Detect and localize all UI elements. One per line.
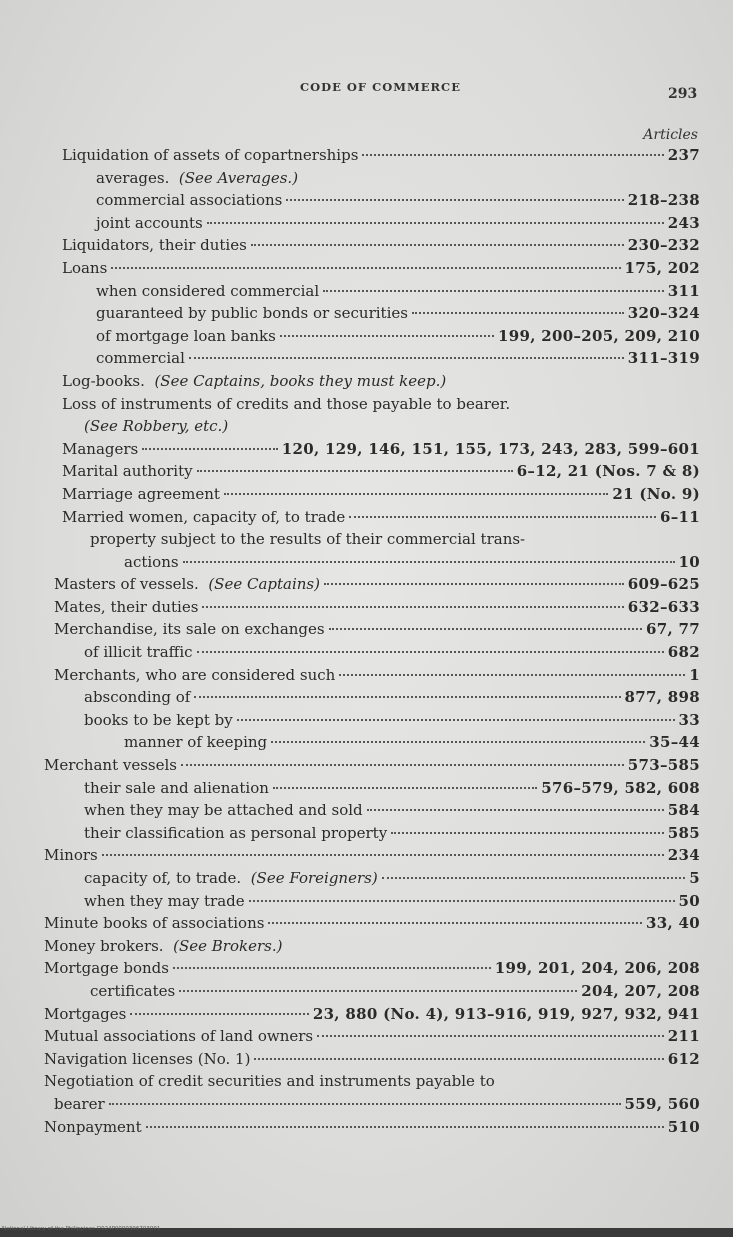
- running-title: CODE OF COMMERCE: [300, 80, 461, 94]
- entry-term: Loans: [62, 258, 108, 277]
- entry-term: Nonpayment: [44, 1117, 142, 1136]
- dot-leader: [197, 470, 513, 472]
- entry-see-reference: (See Brokers.): [173, 936, 283, 955]
- index-entry: [44, 393, 700, 416]
- index-entry: [44, 709, 700, 732]
- dot-leader: [109, 1103, 621, 1105]
- entry-term: their sale and alienation: [84, 778, 269, 797]
- entry-term: commercial: [96, 349, 185, 368]
- entry-ref: 573–585: [627, 756, 700, 775]
- entry-term: Loss of instruments of credits and those payable to bearer.: [62, 394, 511, 413]
- entry-term: Minors: [44, 846, 98, 865]
- entry-ref: 230–232: [627, 236, 700, 255]
- index-entry: [44, 483, 700, 506]
- index-entry: [44, 641, 700, 664]
- entry-ref: 234: [667, 846, 700, 865]
- dot-leader: [286, 199, 623, 201]
- entry-ref: 311–319: [627, 349, 700, 368]
- dot-leader: [382, 877, 686, 879]
- dot-leader: [254, 1058, 663, 1060]
- index-entry: [44, 1025, 700, 1048]
- dot-leader: [142, 448, 277, 450]
- entry-term: Navigation licenses (No. 1): [44, 1049, 251, 1068]
- entry-ref: 33: [678, 710, 700, 729]
- entry-term: Merchant vessels: [44, 756, 177, 775]
- entry-ref: 50: [678, 891, 700, 910]
- index-entry: [44, 234, 700, 257]
- entry-term: Negotiation of credit securities and instruments payable to: [44, 1072, 495, 1091]
- dot-leader: [273, 787, 537, 789]
- dot-leader: [179, 990, 577, 992]
- index-entry: [44, 506, 700, 529]
- dot-leader: [362, 154, 663, 156]
- entry-term: Liquidators, their duties: [62, 236, 247, 255]
- entry-term: of illicit traffic: [84, 643, 193, 662]
- index-entry: [44, 573, 700, 596]
- index-entry: [44, 167, 700, 190]
- entry-term: bearer: [54, 1094, 105, 1113]
- index-entry: [44, 460, 700, 483]
- index-entry: [44, 935, 700, 958]
- entry-term: Money brokers.: [44, 936, 164, 955]
- entry-see-reference: (See Robbery, etc.): [84, 417, 229, 436]
- index-entry: [44, 257, 700, 280]
- entry-ref: 609–625: [627, 575, 700, 594]
- index-entry: [44, 731, 700, 754]
- index-entry: [44, 618, 700, 641]
- entry-term: Married women, capacity of, to trade: [62, 507, 346, 526]
- entry-ref: 10: [678, 552, 700, 571]
- index-entry: [44, 664, 700, 687]
- entry-ref: 5: [689, 869, 700, 887]
- index-entry: [44, 212, 700, 235]
- index-list: [44, 126, 700, 1138]
- entry-ref: 237: [667, 146, 700, 164]
- index-entry: [44, 822, 700, 845]
- index-entry: [44, 370, 700, 393]
- entry-ref: 612: [667, 1049, 700, 1068]
- entry-term: Merchants, who are considered such: [54, 665, 336, 684]
- entry-ref: 175, 202: [624, 258, 700, 277]
- entry-ref: 211: [667, 1027, 700, 1046]
- dot-leader: [183, 561, 675, 563]
- dot-leader: [317, 1035, 664, 1037]
- dot-leader: [249, 900, 675, 902]
- dot-leader: [329, 628, 642, 630]
- entry-see-reference: (See Captains, books they must keep.): [154, 371, 447, 390]
- entry-see-reference: (See Averages.): [178, 168, 299, 187]
- index-entry: [44, 280, 700, 303]
- entry-term: when they may trade: [84, 891, 245, 910]
- index-entry: [44, 890, 700, 913]
- dot-leader: [412, 312, 624, 314]
- dot-leader: [197, 651, 664, 653]
- entry-ref: 584: [667, 801, 700, 820]
- entry-term: Mortgages: [44, 1004, 127, 1023]
- index-entry: [44, 596, 700, 619]
- entry-ref: 6–12, 21 (Nos. 7 & 8): [516, 462, 700, 481]
- dot-leader: [268, 922, 642, 924]
- entry-see-reference: (See Captains): [208, 575, 320, 594]
- index-entry: [44, 844, 700, 867]
- entry-ref: 510: [667, 1117, 700, 1136]
- entry-ref: 877, 898: [624, 688, 700, 707]
- entry-ref: 23, 880 (No. 4), 913–916, 919, 927, 932, 941: [312, 1004, 700, 1023]
- entry-term: certificates: [90, 981, 176, 1000]
- entry-ref: 120, 129, 146, 151, 155, 173, 243, 283, 599–601: [281, 439, 700, 458]
- dot-leader: [102, 854, 664, 856]
- page-number: 293: [668, 86, 698, 102]
- dot-leader: [280, 335, 494, 337]
- entry-ref: 585: [667, 823, 700, 842]
- entry-ref: 311: [667, 281, 700, 300]
- entry-see-reference: (See Foreigners): [250, 869, 378, 887]
- entry-ref: 632–633: [627, 597, 700, 616]
- dot-leader: [349, 516, 656, 518]
- index-entry: [44, 1070, 700, 1093]
- entry-ref: 199, 200–205, 209, 210: [498, 326, 700, 345]
- dot-leader: [111, 267, 620, 269]
- scan-credit: National Library of the Philippines D024P0000396703091: [2, 1226, 161, 1232]
- entry-term: Mortgage bonds: [44, 959, 169, 978]
- dot-leader: [146, 1126, 664, 1128]
- index-entry: [44, 957, 700, 980]
- entry-term: Merchandise, its sale on exchanges: [54, 620, 325, 639]
- entry-ref: 576–579, 582, 608: [541, 778, 700, 797]
- index-entry: [44, 347, 700, 370]
- dot-leader: [323, 290, 664, 292]
- entry-ref: 204, 207, 208: [581, 981, 700, 1000]
- entry-term: guaranteed by public bonds or securities: [96, 304, 408, 323]
- entry-term: Mates, their duties: [54, 597, 199, 616]
- entry-term: joint accounts: [96, 213, 203, 232]
- index-entry: [44, 912, 700, 935]
- index-entry: [44, 144, 700, 167]
- entry-term: Marriage agreement: [62, 484, 220, 503]
- entry-ref: 6–11: [659, 507, 700, 526]
- index-entry: [44, 980, 700, 1003]
- dot-leader: [224, 493, 608, 495]
- entry-term: Liquidation of assets of copartnerships: [62, 146, 359, 164]
- dot-leader: [173, 967, 491, 969]
- index-entry: [44, 438, 700, 461]
- entry-term: their classification as personal property: [84, 823, 388, 842]
- entry-ref: 35–44: [649, 733, 700, 752]
- dot-leader: [367, 809, 664, 811]
- dot-leader: [339, 674, 685, 676]
- column-heading: Articles: [643, 127, 698, 143]
- index-entry: [44, 189, 700, 212]
- index-entry: [44, 415, 700, 438]
- entry-ref: 1: [689, 665, 700, 684]
- dot-leader: [194, 696, 620, 698]
- index-entry: [44, 1048, 700, 1071]
- index-entry: [44, 867, 700, 890]
- index-entry: [44, 1093, 700, 1116]
- entry-ref: 199, 201, 204, 206, 208: [494, 959, 700, 978]
- index-entry: [44, 799, 700, 822]
- entry-ref: 243: [667, 213, 700, 232]
- index-entry: [44, 777, 700, 800]
- entry-term: of mortgage loan banks: [96, 326, 276, 345]
- dot-leader: [271, 741, 645, 743]
- index-entry: [44, 528, 700, 551]
- entry-ref: 33, 40: [646, 914, 700, 933]
- entry-term: actions: [124, 552, 179, 571]
- index-entry: [44, 302, 700, 325]
- entry-term: books to be kept by: [84, 710, 233, 729]
- entry-term: averages.: [96, 168, 170, 187]
- dot-leader: [251, 244, 624, 246]
- entry-ref: 320–324: [627, 304, 700, 323]
- entry-ref: 67, 77: [646, 620, 700, 639]
- entry-term: Masters of vessels.: [54, 575, 199, 594]
- entry-ref: 559, 560: [624, 1094, 700, 1113]
- index-entry: [44, 1116, 700, 1139]
- entry-ref: 218–238: [627, 191, 700, 210]
- entry-term: Log-books.: [62, 371, 145, 390]
- index-entry: [44, 325, 700, 348]
- entry-ref: 682: [667, 643, 700, 662]
- dot-leader: [207, 222, 664, 224]
- entry-term: Minute books of associations: [44, 914, 265, 933]
- index-entry: [44, 686, 700, 709]
- entry-term: commercial associations: [96, 191, 283, 210]
- dot-leader: [324, 583, 624, 585]
- page-header: [0, 78, 733, 102]
- dot-leader: [391, 832, 664, 834]
- entry-term: when considered commercial: [96, 281, 320, 300]
- entry-term: Mutual associations of land owners: [44, 1027, 314, 1046]
- index-entry: [44, 1003, 700, 1026]
- entry-term: property subject to the results of their commercial trans-: [90, 530, 526, 549]
- entry-ref: 21 (No. 9): [612, 484, 700, 503]
- dot-leader: [237, 719, 675, 721]
- entry-term: Marital authority: [62, 462, 193, 481]
- dot-leader: [202, 606, 623, 608]
- entry-term: capacity of, to trade.: [84, 869, 242, 887]
- dot-leader: [189, 357, 624, 359]
- entry-term: absconding of: [84, 688, 191, 707]
- index-entry: [44, 754, 700, 777]
- dot-leader: [181, 764, 624, 766]
- entry-term: Managers: [62, 439, 139, 458]
- dot-leader: [130, 1013, 309, 1015]
- entry-term: when they may be attached and sold: [84, 801, 363, 820]
- entry-term: manner of keeping: [124, 733, 268, 752]
- index-entry: [44, 551, 700, 574]
